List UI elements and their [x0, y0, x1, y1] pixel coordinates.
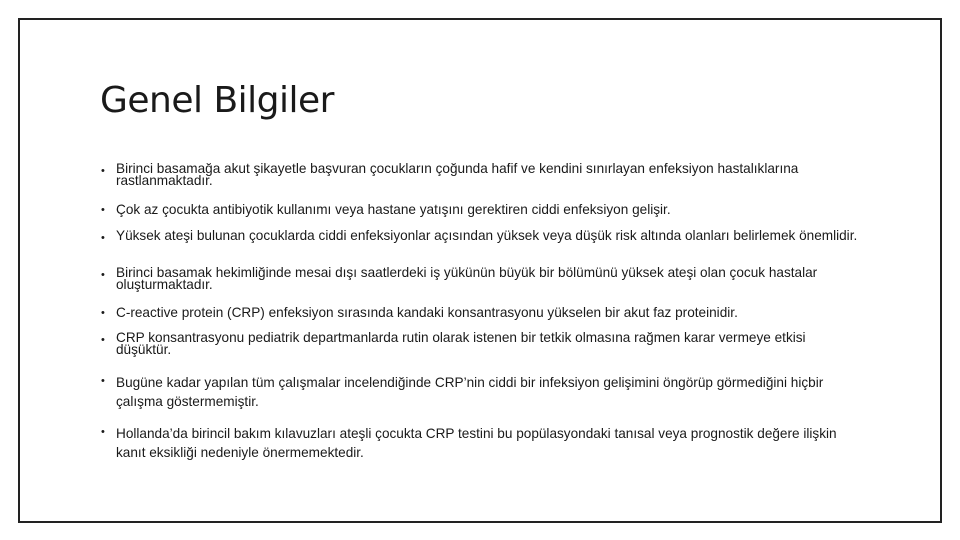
bullet-item: [99, 163, 859, 187]
bullet-text: Birinci basamağa akut şikayetle başvuran çocukların çoğunda hafif ve kendini sınırlayan enfeksiyon hastalıklarına rastlanmaktadır.: [116, 161, 799, 188]
bullet-item: [99, 373, 859, 411]
slide-title: Genel Bilgiler: [100, 80, 334, 121]
slide: [18, 18, 942, 523]
bullet-dot-icon: •: [101, 232, 105, 244]
bullet-dot-icon: •: [101, 307, 105, 319]
bullet-text: Bugüne kadar yapılan tüm çalışmalar incelendiğinde CRP’nin ciddi bir infeksiyon gelişimini öngörüp görmediğini hiçbir çalışma göstermemiştir.: [116, 375, 824, 409]
bullet-text: C-reactive protein (CRP) enfeksiyon sırasında kandaki konsantrasyonu yükselen bir akut faz proteinidir.: [116, 305, 738, 320]
bullet-text: Birinci basamak hekimliğinde mesai dışı saatlerdeki iş yükünün büyük bir bölümünü yüksek ateşi olan çocuk hastalar oluşturmaktadır.: [116, 265, 818, 292]
bullet-dot-icon: •: [101, 204, 105, 216]
bullet-text: CRP konsantrasyonu pediatrik departmanlarda rutin olarak istenen bir tetkik olmasına rağmen karar vermeye etkisi düşüktür.: [116, 330, 806, 357]
bullet-dot-icon: •: [101, 375, 105, 387]
bullet-dot-icon: •: [101, 426, 105, 438]
bullet-text: Yüksek ateşi bulunan çocuklarda ciddi enfeksiyonlar açısından yüksek veya düşük risk altında olanları belirlemek önemlidir.: [116, 228, 858, 243]
bullet-item: [99, 202, 859, 218]
bullet-item: [99, 305, 859, 321]
bullet-text: Hollanda’da birincil bakım kılavuzları ateşli çocukta CRP testini bu popülasyondaki tanısal veya prognostik değere ilişkin kanıt eksikliği nedeniyle önermemektedir.: [116, 426, 837, 460]
bullet-item: [99, 424, 859, 462]
bullet-text: Çok az çocukta antibiyotik kullanımı veya hastane yatışını gerektiren ciddi enfeksiyon gelişir.: [116, 202, 671, 217]
bullet-dot-icon: •: [101, 269, 105, 281]
bullet-item: [99, 230, 859, 242]
bullet-item: [99, 267, 859, 291]
bullet-item: [99, 332, 859, 356]
bullet-dot-icon: •: [101, 165, 105, 177]
bullet-dot-icon: •: [101, 334, 105, 346]
